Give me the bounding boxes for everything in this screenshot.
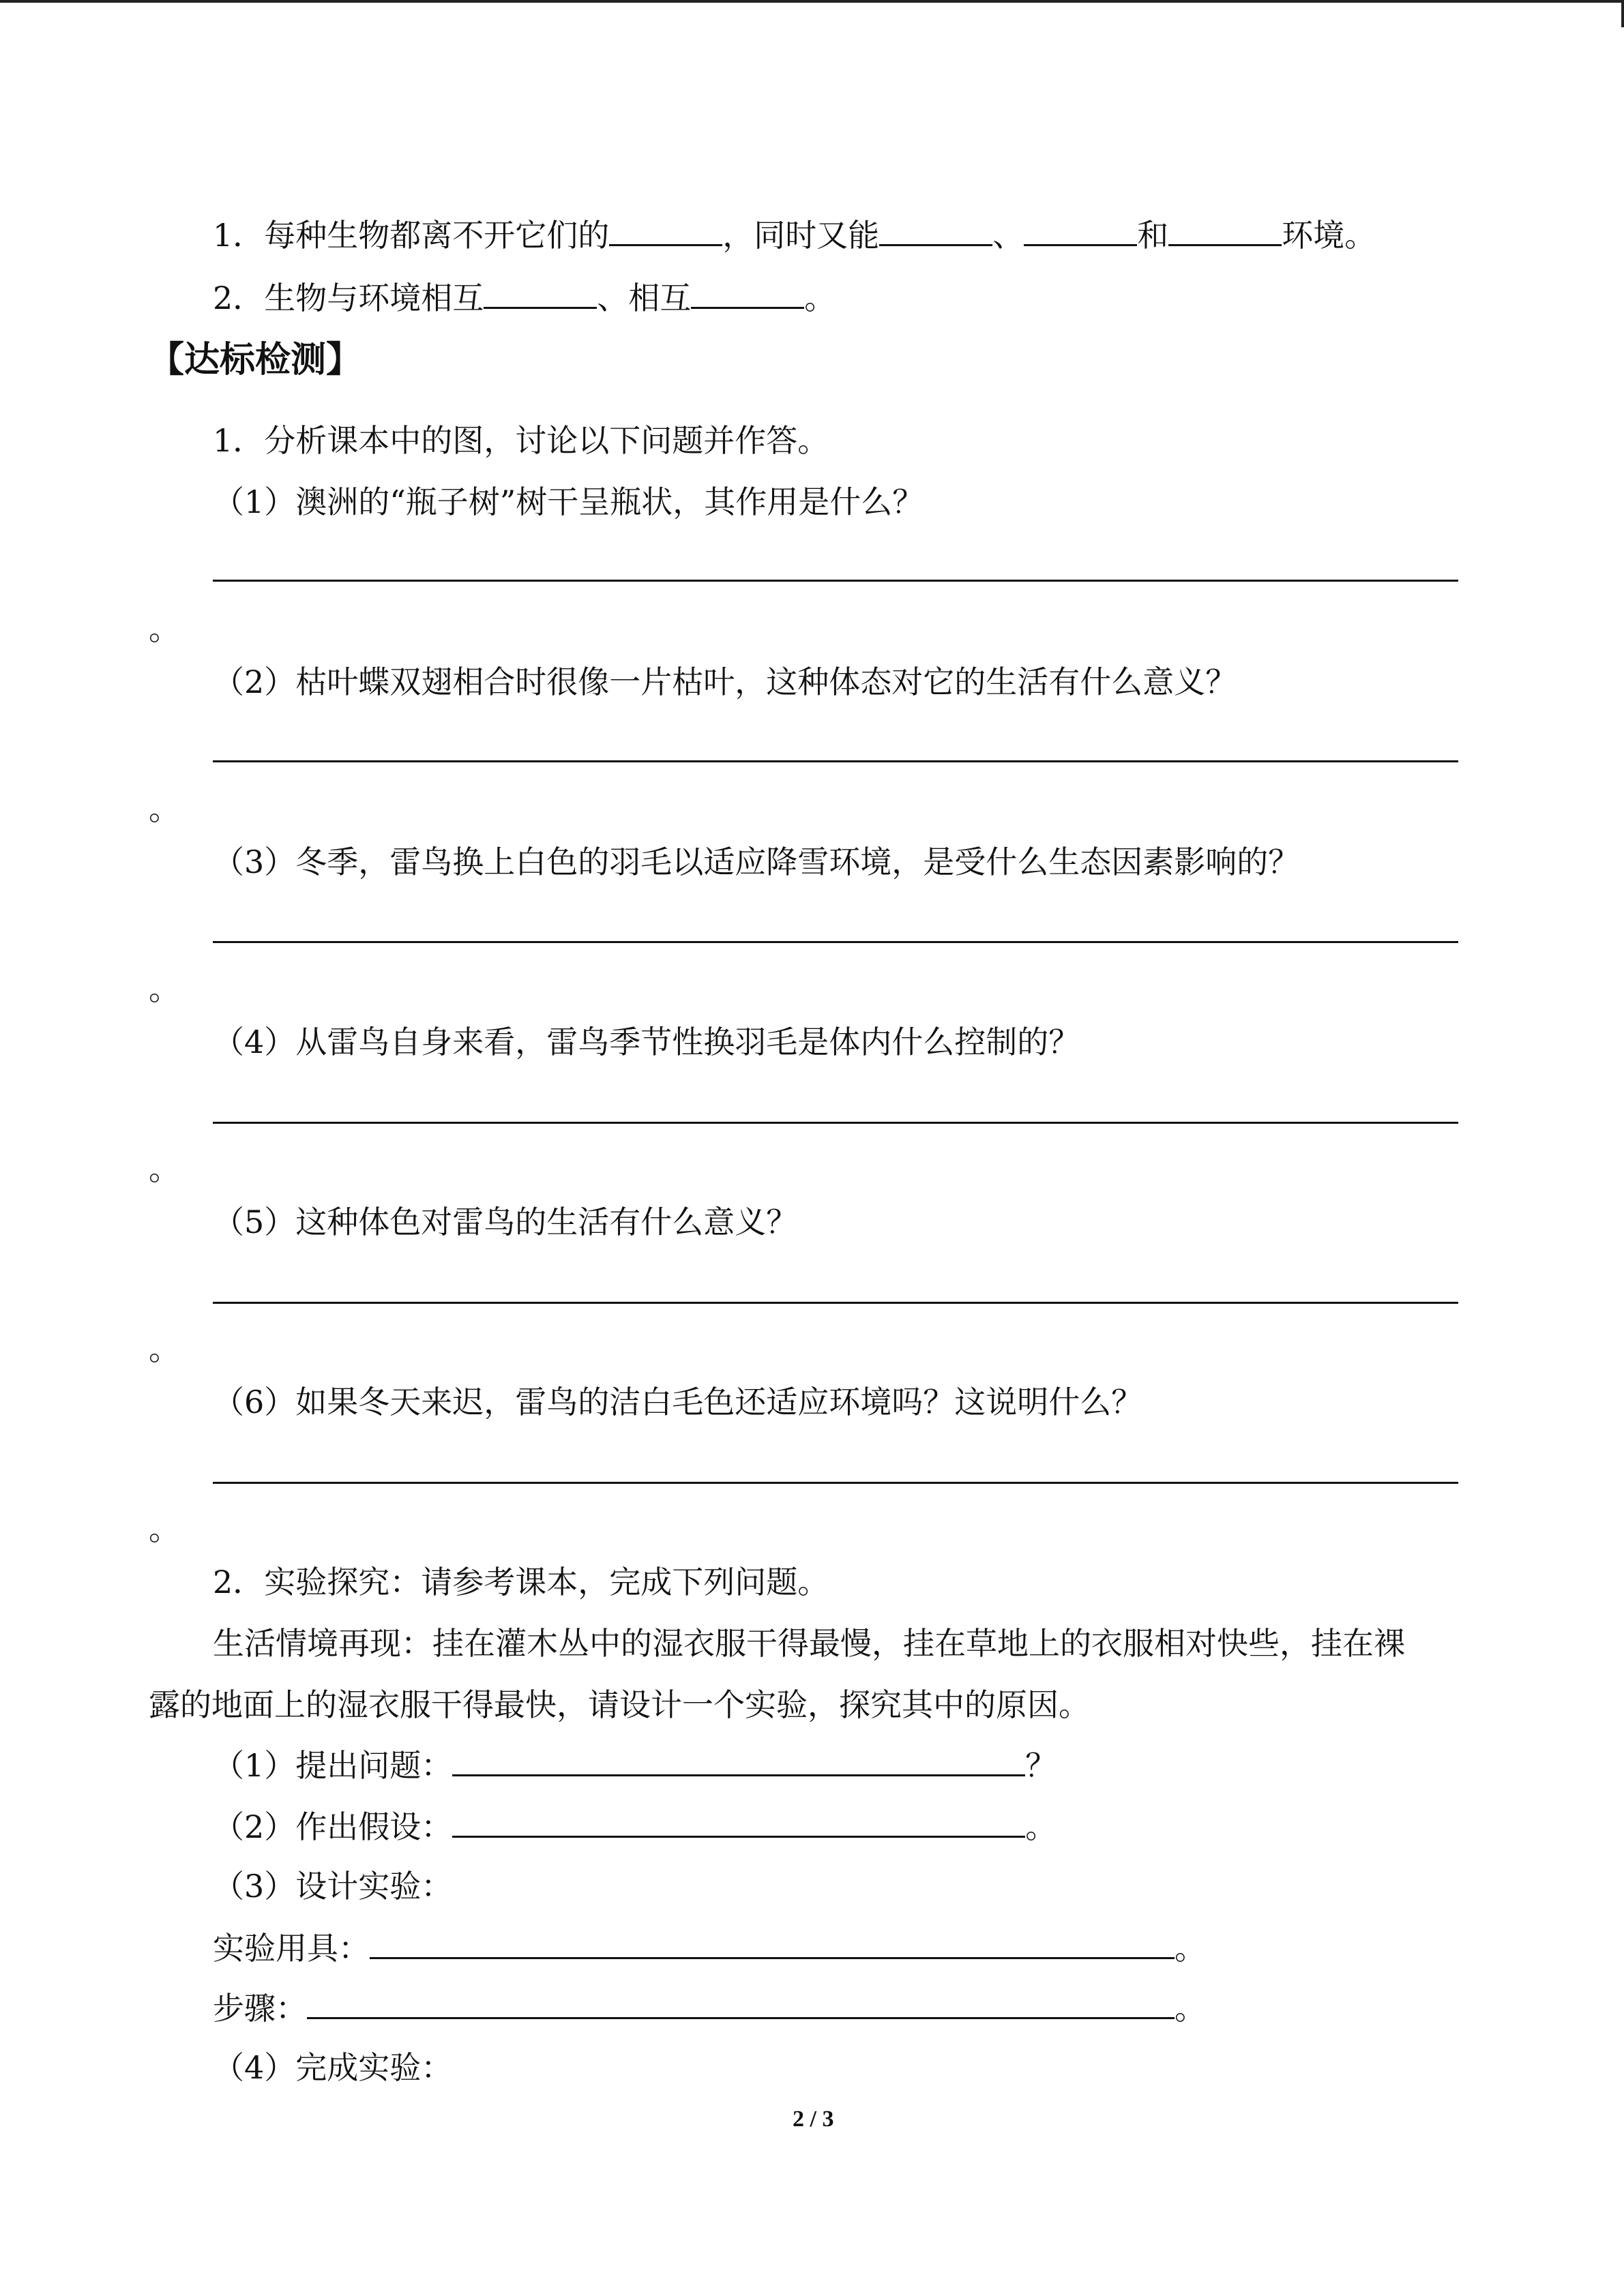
scenario-line-2: 露的地面上的湿衣服干得最快，请设计一个实验，探究其中的原因。 — [149, 1686, 1090, 1723]
step-label: （1）提出问题： — [213, 1747, 453, 1784]
step-2-hypothesis — [213, 1806, 1057, 1847]
page-corner-border — [1621, 0, 1624, 27]
exercise-1-question-4: （4）从雷鸟自身来看，雷鸟季节性换羽毛是体内什么控制的？ — [213, 1024, 1080, 1060]
question-text: 每种生物都离不开它们的 — [264, 217, 610, 254]
scenario-line-1: 生活情境再现：挂在灌木丛中的湿衣服干得最慢，挂在草地上的衣服相对快些，挂在裸 — [213, 1625, 1405, 1662]
exercise-2-intro: 2．实验探究：请参考课本，完成下列问题。 — [213, 1564, 829, 1600]
step-3-design: （3）设计实验： — [213, 1868, 453, 1905]
answer-blank[interactable] — [1024, 214, 1137, 246]
end-mark: ？ — [1025, 1747, 1057, 1784]
answer-line[interactable] — [213, 760, 1458, 762]
answer-blank[interactable] — [307, 1987, 1175, 2019]
answer-blank[interactable] — [691, 277, 804, 309]
page-number: 2 / 3 — [793, 2106, 834, 2132]
end-mark: 。 — [149, 1330, 180, 1367]
question-text: 环境。 — [1282, 217, 1376, 254]
step-1-question — [213, 1744, 1057, 1786]
answer-blank[interactable] — [484, 277, 597, 309]
page-top-border — [0, 0, 1624, 3]
answer-blank[interactable] — [452, 1806, 1025, 1838]
exercise-1-question-5: （5）这种体色对雷鸟的生活有什么意义？ — [213, 1204, 798, 1240]
end-mark: 。 — [149, 790, 180, 827]
answer-blank[interactable] — [879, 214, 992, 246]
answer-line[interactable] — [213, 580, 1458, 582]
exercise-1-question-3: （3）冬季，雷鸟换上白色的羽毛以适应降雪环境，是受什么生态因素影响的？ — [213, 844, 1300, 880]
answer-blank[interactable] — [1168, 214, 1282, 246]
answer-line[interactable] — [213, 1482, 1458, 1484]
question-number: 1． — [213, 217, 265, 254]
question-text: 、 — [992, 217, 1024, 254]
answer-blank[interactable] — [452, 1744, 1025, 1776]
answer-blank[interactable] — [370, 1927, 1175, 1959]
end-mark: 。 — [149, 1150, 180, 1187]
end-mark: 。 — [149, 1510, 180, 1547]
answer-line[interactable] — [213, 1122, 1458, 1124]
question-text: 。 — [804, 280, 836, 316]
steps-label: 步骤： — [213, 1990, 307, 2027]
summary-question-1 — [213, 214, 1376, 256]
end-mark: 。 — [149, 610, 180, 647]
question-text: 和 — [1137, 217, 1169, 254]
exercise-1-question-1: （1）澳洲的“瓶子树”树干呈瓶状，其作用是什么？ — [213, 483, 924, 520]
section-title: 【达标检测】 — [149, 340, 362, 381]
exercise-1-intro: 1．分析课本中的图，讨论以下问题并作答。 — [213, 422, 829, 459]
experiment-steps — [213, 1987, 1206, 2029]
exercise-1-question-2: （2）枯叶蝶双翅相合时很像一片枯叶，这种体态对它的生活有什么意义？ — [213, 664, 1237, 700]
question-number: 2． — [213, 280, 265, 316]
tools-label: 实验用具： — [213, 1930, 370, 1967]
step-4-complete: （4）完成实验： — [213, 2049, 453, 2086]
answer-blank[interactable] — [609, 214, 722, 246]
answer-line[interactable] — [213, 941, 1458, 943]
summary-question-2 — [213, 277, 836, 318]
answer-line[interactable] — [213, 1302, 1458, 1304]
step-label: （2）作出假设： — [213, 1808, 453, 1845]
end-mark: 。 — [1175, 1990, 1206, 2027]
experiment-tools — [213, 1927, 1206, 1969]
exercise-1-question-6: （6）如果冬天来迟，雷鸟的洁白毛色还适应环境吗？这说明什么？ — [213, 1384, 1143, 1420]
question-text: 、相互 — [597, 280, 692, 316]
question-text: ，同时又能 — [722, 217, 880, 254]
end-mark: 。 — [149, 970, 180, 1007]
end-mark: 。 — [1025, 1808, 1057, 1845]
end-mark: 。 — [1175, 1930, 1206, 1967]
question-text: 生物与环境相互 — [264, 280, 484, 316]
